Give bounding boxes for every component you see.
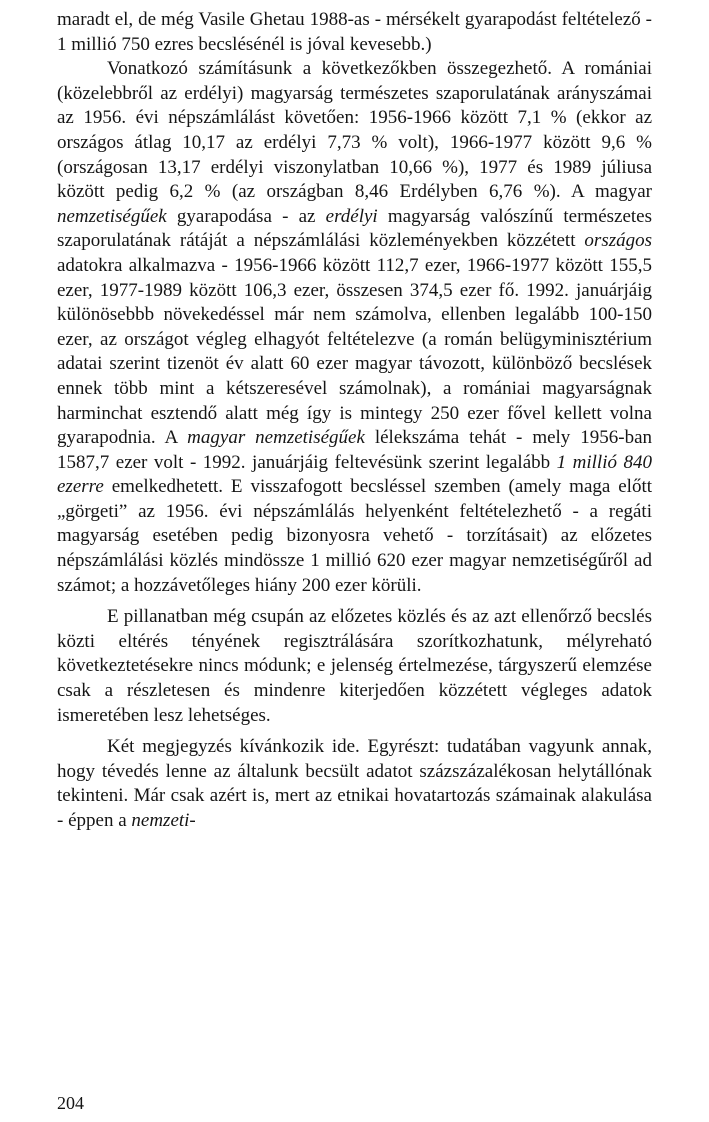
text-run: emelkedhetett. E visszafogott becsléssel szemben (amely maga előtt „görgeti” az 1956. évi népszámlálás helyenként feltételezhető - a regáti magyarság esetében pedig bizonyosra vehető - torzításait) az előzetes népszámlálási közlés mindössze 1 millió 620 ezer magyar nemzetiségűről ad számot; a hozzávetőleges hiány 200 ezer körüli. xyxy=(57,476,652,596)
text-run: maradt el, de még Vasile Ghetau 1988-as - mérsékelt gyarapodást feltételező - 1 millió 750 ezres becslésénél is jóval kevesebb.) xyxy=(57,9,652,55)
paragraph-2 xyxy=(57,57,652,598)
text-run: Vonatkozó számításunk a következőkben összegezhető. A romániai (közelebbről az erdélyi) magyarság természetes szaporulatának arányszámai az 1956. évi népszámlálást követően: 1956-1966 között 7,1 % (ekkor az országos átlag 10,17 az erdélyi 7,73 % volt), 1966-1977 között 9,6 % (országosan 13,17 erdélyi viszonylatban 10,66 %), 1977 és 1989 júliusa között pedig 6,2 % (az országban 8,46 Erdélyben 6,76 %). A magyar xyxy=(57,58,652,203)
paragraph-3 xyxy=(57,605,652,728)
text-run: adatokra alkalmazva - 1956-1966 között 112,7 ezer, 1966-1977 között 155,5 ezer, 1977-1989 között 106,3 ezer, összesen 374,5 ezer fő. 1992. januárjáig különösebbb növekedéssel már nem számolva, ellenben legalább 100-150 ezer, az országot végleg elhagyót feltételezve (a román belügyminisztérium adatai szerint tizenöt év alatt 60 ezer magyar távozott, különböző becslések ennek több mint a kétszeresével számolnak), a romániai magyarságnak harminchat esztendő alatt még így is mintegy 250 ezer fővel kellett volna gyarapodnia. A xyxy=(57,254,652,449)
page-number: 204 xyxy=(57,1093,84,1113)
text-run: magyarság valószínű természetes szaporulatának rátáját a népszámlálási közleményekben közzétett xyxy=(57,205,652,252)
page-body xyxy=(57,8,652,834)
paragraph-4 xyxy=(57,735,652,833)
italic-text: erdélyi xyxy=(325,205,378,227)
italic-text: magyar nemzetiségűek xyxy=(187,427,365,449)
italic-text: országos xyxy=(584,230,652,252)
italic-text: nemzeti- xyxy=(131,810,196,831)
text-run: E pillanatban még csupán az előzetes közlés és az azt ellenőrző becslés közti eltérés tényének regisztrálására szorítkozhatunk, mélyreható következtetésekre nincs módunk; e jelenség értelmezése, tárgyszerű elemzése csak a részletesen és mindenre kiterjedően közzétett végleges adatok ismeretében lesz lehetséges. xyxy=(57,606,652,726)
italic-text: nemzetiségűek xyxy=(57,205,167,227)
text-run: lélekszáma tehát - mely 1956-ban 1587,7 ezer volt - 1992. januárjáig feltevésünk szerint legalább xyxy=(57,427,653,473)
italic-text: 1 millió 840 ezerre xyxy=(57,451,652,498)
text-run: gyarapodása - az xyxy=(166,205,326,227)
text-run: Két megjegyzés kívánkozik ide. Egyrészt: tudatában vagyunk annak, hogy tévedés lenne az általunk becsült adatot százszázalékosan helytállónak tekinteni. Már csak azért is, mert az etnikai hovatartozás számainak alakulása - éppen a xyxy=(57,736,652,831)
paragraph-1 xyxy=(57,8,652,57)
